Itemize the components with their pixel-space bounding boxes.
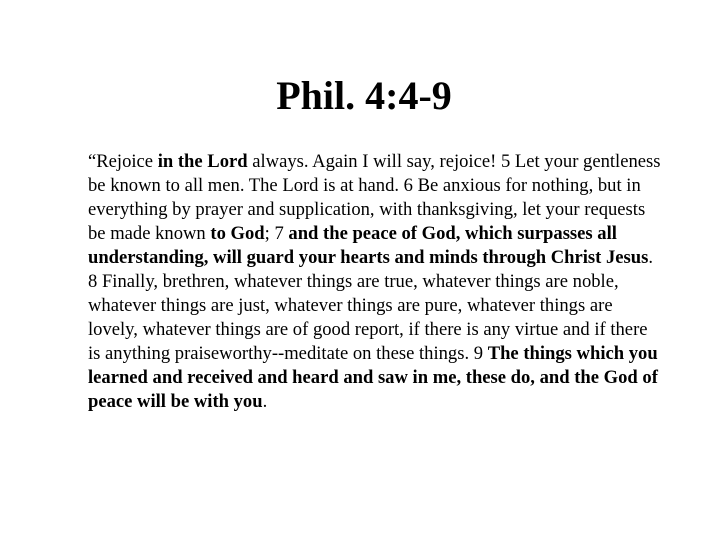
scripture-passage (88, 150, 663, 414)
passage-segment-bold: The things which you learned and received and heard and saw in me, these do, and the God of peace will be with you (88, 343, 658, 412)
passage-segment: ; 7 (264, 223, 289, 244)
passage-segment-bold: to God (210, 223, 265, 244)
slide-title: Phil. 4:4-9 (276, 73, 452, 118)
passage-segment: always. Again I will say, rejoice! 5 Let your gentleness be known to all men. The Lord is at hand. 6 Be anxious for nothing, but in everything by prayer and supplication, with thanksgiving, let your requests be made known (88, 151, 661, 244)
passage-segment: . 8 Finally, brethren, whatever things are true, whatever things are noble, whatever things are just, whatever things are pure, whatever things are lovely, whatever things are of good report, if there is any virtue and if there is anything praiseworthy--meditate on these things. 9 (88, 247, 654, 364)
passage-segment-bold: in the Lord (157, 151, 248, 172)
passage-segment: “Rejoice (88, 151, 158, 172)
passage-segment-bold: and the peace of God, which surpasses all understanding, will guard your hearts and minds through Christ Jesus (88, 223, 649, 268)
passage-segment: . (262, 391, 268, 412)
